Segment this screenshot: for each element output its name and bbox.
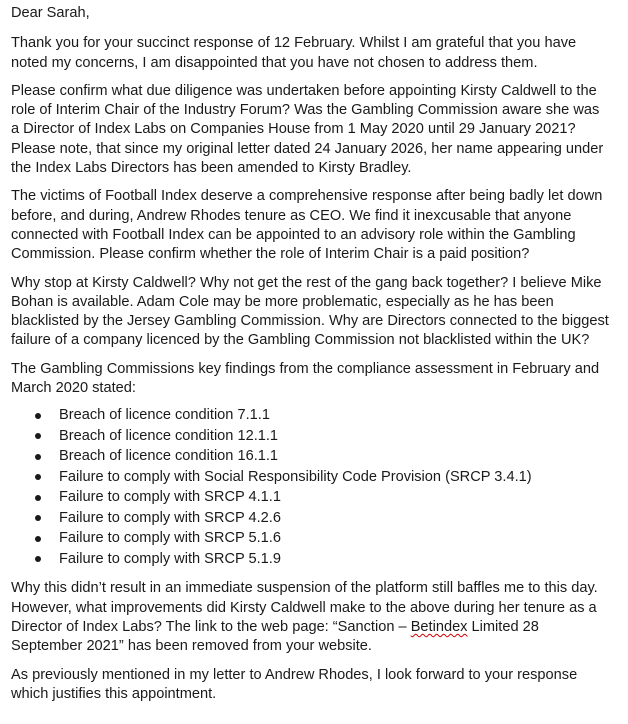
paragraph-victims: The victims of Football Index deserve a comprehensive response after being badly let down before, and during, Andrew Rhodes tenure as CEO. We find it inexcusable that anyone connected with Football Index can be appointed to an advisory role within the Gambling Commission. Please confirm whether the role of Interim Chair is a paid position?: [11, 188, 603, 263]
findings-list: [11, 405, 618, 569]
bullet-icon: [35, 474, 41, 480]
finding-text: Breach of licence condition 12.1.1: [59, 427, 279, 444]
finding-text: Failure to comply with Social Responsibility Code Provision (SRCP 3.4.1): [59, 468, 532, 485]
finding-item: [11, 528, 618, 549]
suspension-text-after: Limited 28 September 2021” has been removed from your website.: [11, 618, 539, 655]
finding-item: [11, 405, 618, 426]
bullet-icon: [35, 536, 41, 542]
paragraph-suspension: [11, 579, 618, 656]
bullet-icon: [35, 515, 41, 521]
paragraph-key-findings-intro: The Gambling Commissions key findings from the compliance assessment in February and March 2020 stated:: [11, 360, 600, 397]
finding-text: Breach of licence condition 16.1.1: [59, 448, 279, 465]
bullet-icon: [35, 556, 41, 562]
finding-item: [11, 426, 618, 447]
finding-text: Failure to comply with SRCP 5.1.9: [59, 550, 281, 567]
finding-item: [11, 549, 618, 570]
finding-item: [11, 467, 618, 488]
bullet-icon: [35, 413, 41, 419]
bullet-icon: [35, 495, 41, 501]
finding-item: [11, 446, 618, 467]
salutation: Dear Sarah,: [11, 5, 90, 21]
finding-text: Breach of licence condition 7.1.1: [59, 407, 270, 424]
bullet-icon: [35, 454, 41, 460]
suspension-text-before: Why this didn’t result in an immediate suspension of the platform still baffles me to this day. However, what improvements did Kirsty Caldwell make to the above during her tenure as a Director of Index Labs? The link to the web page: “Sanction –: [11, 580, 598, 635]
finding-text: Failure to comply with SRCP 4.1.1: [59, 489, 281, 506]
spellcheck-flagged-word: Betindex: [410, 618, 468, 635]
bullet-icon: [35, 433, 41, 439]
finding-item: [11, 487, 618, 508]
finding-text: Failure to comply with SRCP 5.1.6: [59, 530, 281, 547]
paragraph-due-diligence: Please confirm what due diligence was undertaken before appointing Kirsty Caldwell to the role of Interim Chair of the Industry Forum? Was the Gambling Commission aware she was a Director of Index Labs on Companies House from 1 May 2020 until 29 January 2021? Please note, that since my original letter dated 24 January 2026, her name appearing under the Index Labs Directors has been amended to Kirsty Bradley.: [11, 82, 604, 177]
paragraph-closing: As previously mentioned in my letter to Andrew Rhodes, I look forward to your response which justifies this appointment.: [11, 666, 578, 702]
paragraph-response-thanks: Thank you for your succinct response of 12 February. Whilst I am grateful that you have noted my concerns, I am disappointed that you have not chosen to address them.: [11, 35, 577, 71]
finding-text: Failure to comply with SRCP 4.2.6: [59, 509, 281, 526]
finding-item: [11, 508, 618, 529]
paragraph-gang: Why stop at Kirsty Caldwell? Why not get the rest of the gang back together? I believe Mike Bohan is available. Adam Cole may be more problematic, especially as he has been blacklisted by the Jersey Gambling Commission. Why are Directors connected to the biggest failure of a company licenced by the Gambling Commission not blacklisted within the UK?: [11, 274, 609, 349]
